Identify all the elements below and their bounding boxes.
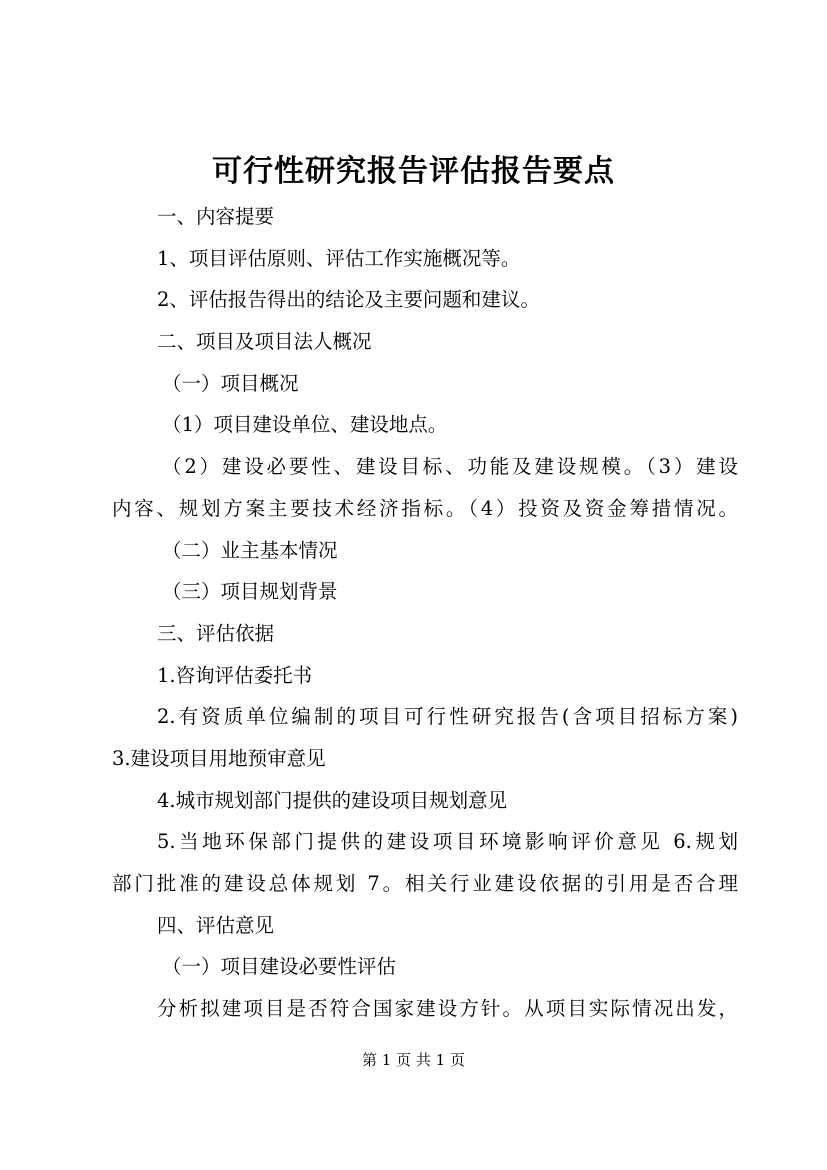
text-line: 1、项目评估原则、评估工作实施概况等。: [157, 246, 521, 270]
text-line: 二、项目及项目法人概况: [157, 330, 372, 354]
text-line: 4.城市规划部门提供的建设项目规划意见: [157, 788, 508, 812]
text-line: 1.咨询评估委托书: [157, 663, 313, 687]
text-line: （一）项目概况: [162, 371, 299, 395]
text-line: 2、评估报告得出的结论及主要问题和建议。: [157, 288, 540, 312]
text-line: 一、内容提要: [157, 205, 275, 228]
text-line: 四、评估意见: [157, 913, 275, 937]
text-line: 分析拟建项目是否符合国家建设方针。从项目实际情况出发，: [157, 997, 738, 1021]
text-line: 三、评估依据: [157, 621, 275, 645]
document-body: [112, 196, 738, 1030]
page-footer: 第 1 页 共 1 页: [362, 1051, 465, 1069]
text-line: 3.建设项目用地预审意见: [112, 746, 326, 770]
text-line: （二）业主基本情况: [162, 538, 338, 562]
text-line: （三）项目规划背景: [162, 580, 338, 604]
text-line: 部门批准的建设总体规划 7。相关行业建设依据的引用是否合理: [112, 872, 738, 895]
text-line: 5.当地环保部门提供的建设项目环境影响评价意见 6.规划: [157, 830, 738, 854]
text-line: 内容、规划方案主要技术经济指标。（4）投资及资金筹措情况。: [112, 496, 738, 520]
document-title: 可行性研究报告评估报告要点: [212, 154, 615, 189]
text-line: （2）建设必要性、建设目标、功能及建设规模。（3）建设: [162, 455, 738, 479]
text-line: （一）项目建设必要性评估: [162, 955, 397, 979]
text-line: 2.有资质单位编制的项目可行性研究报告(含项目招标方案): [157, 705, 738, 729]
text-line: （1）项目建设单位、建设地点。: [162, 413, 448, 437]
